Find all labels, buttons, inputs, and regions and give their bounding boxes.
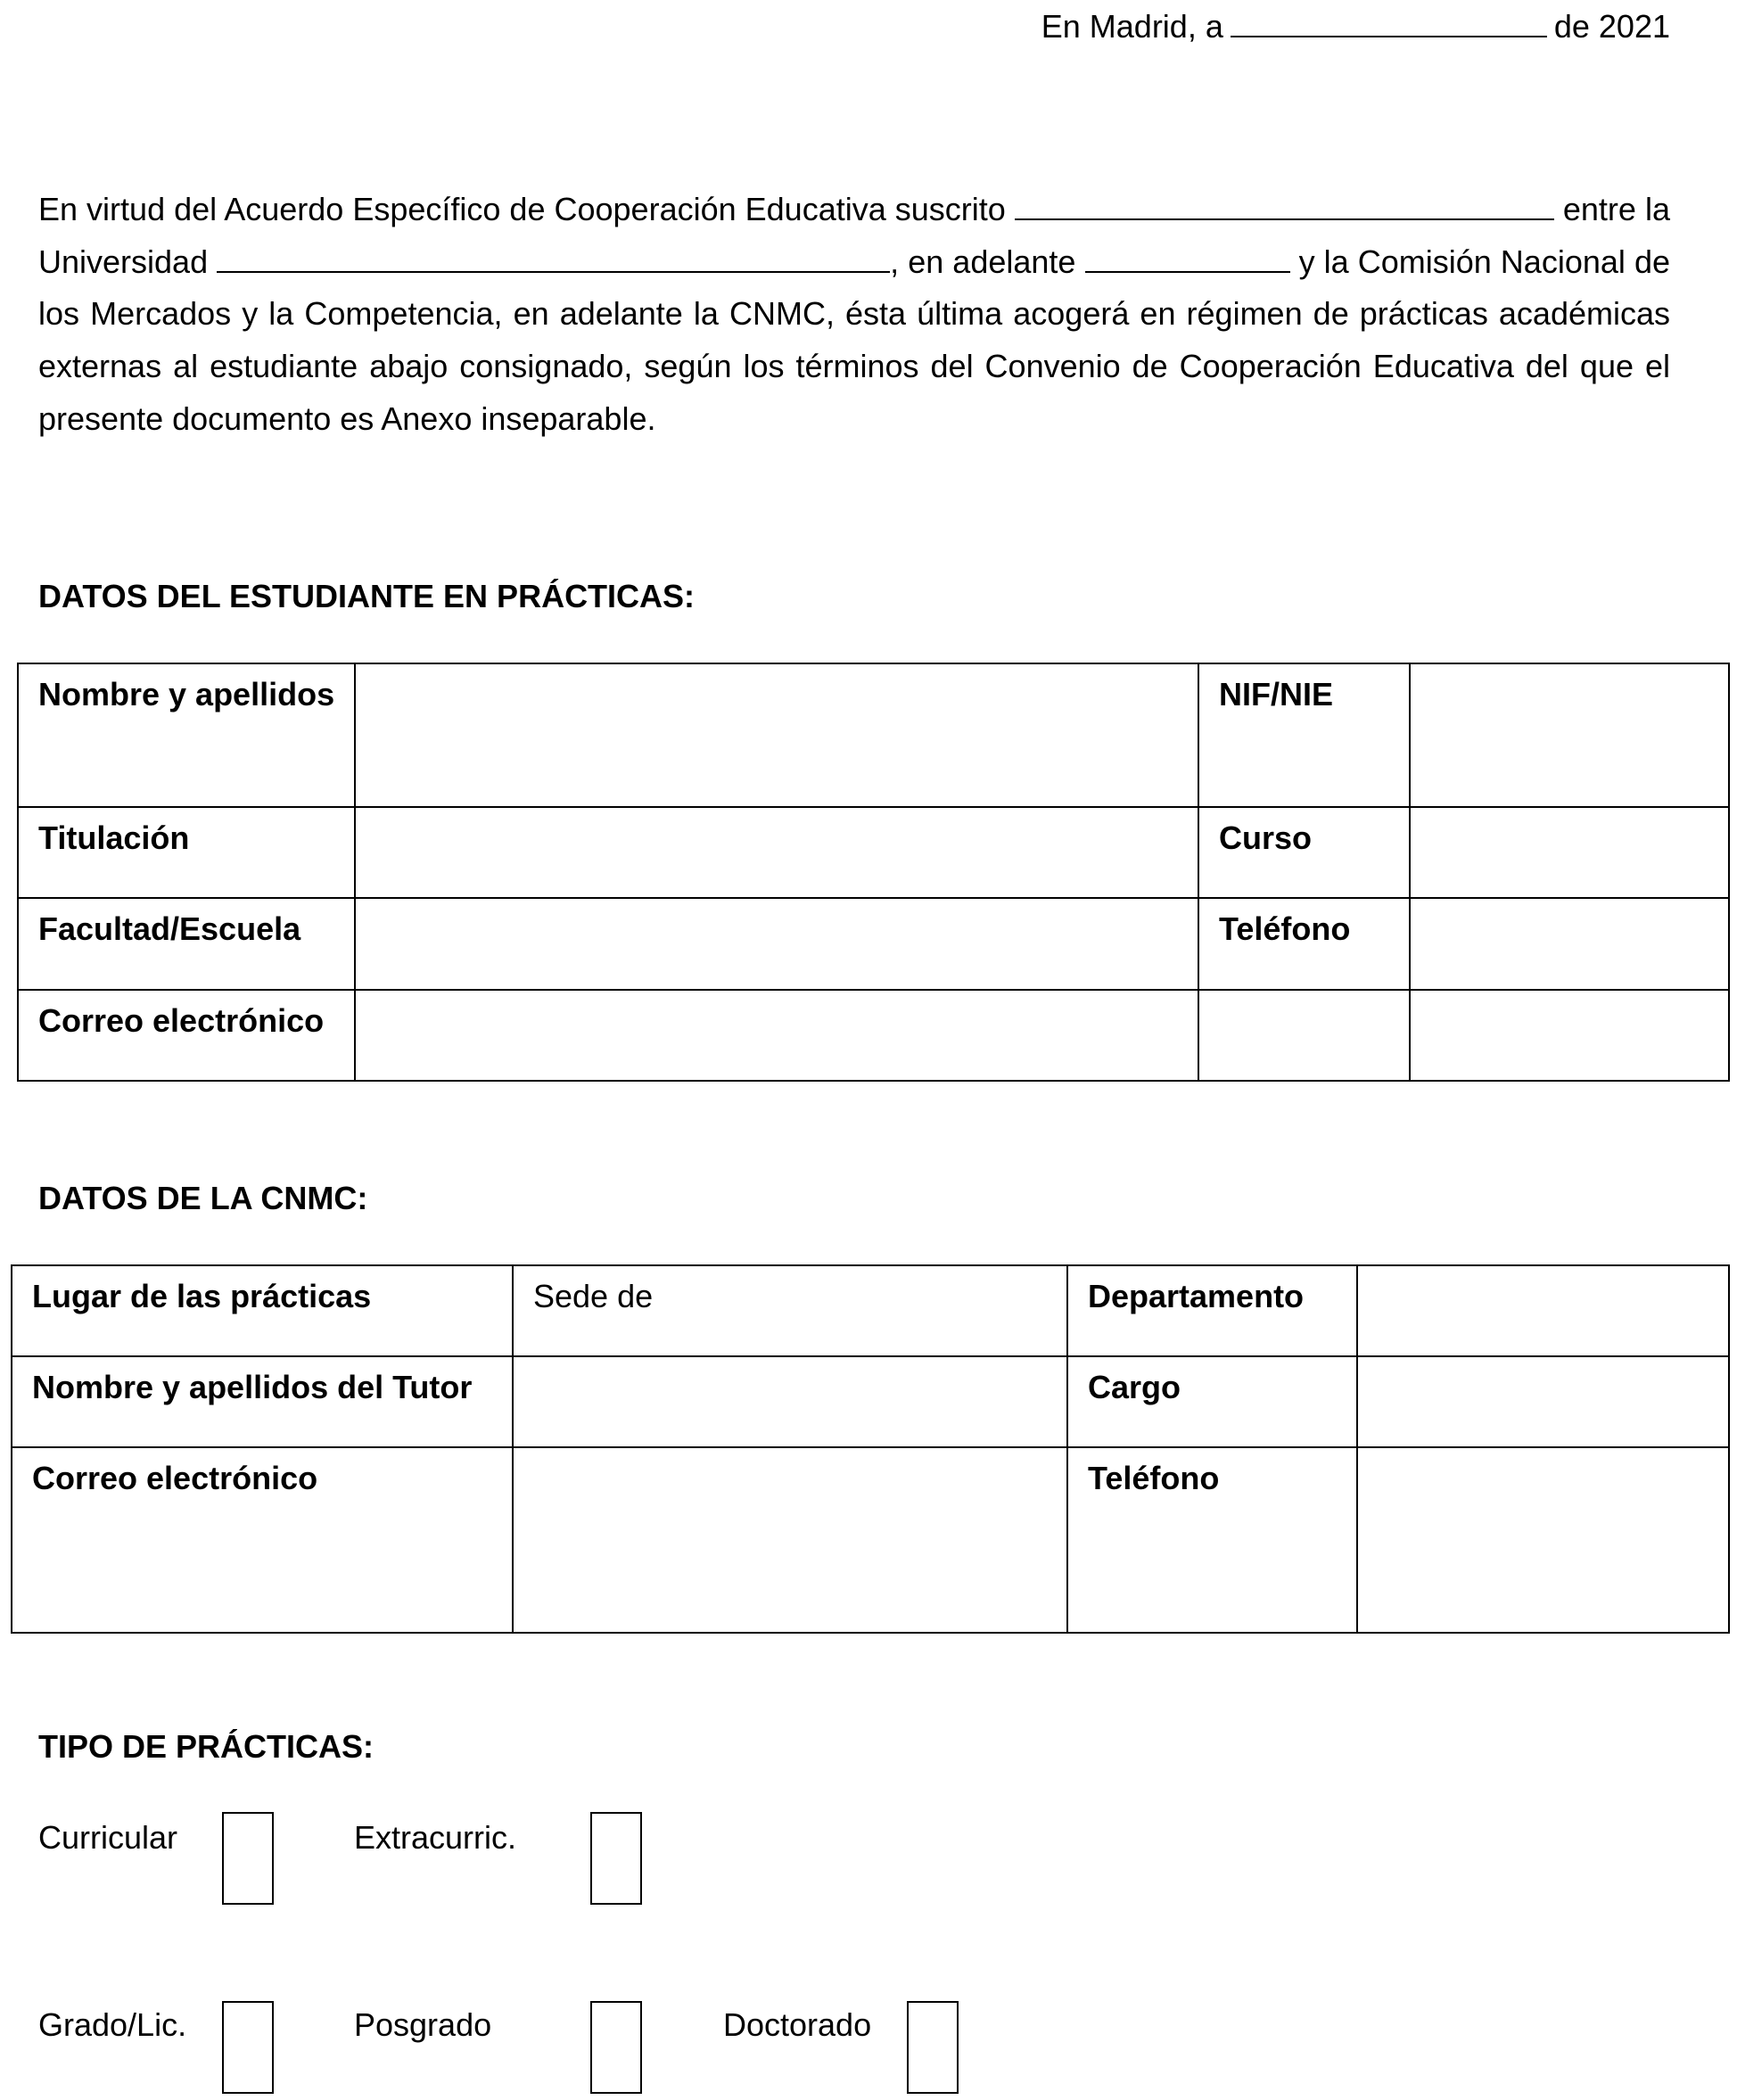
cnmc-tutor-label: Nombre y apellidos del Tutor	[12, 1356, 513, 1447]
intro-part-4: y la Comisión Nacional de los Mercados y la Competencia, en adelante la CNMC, ésta última acogerá en régimen de prácticas académicas externas al estudiante abajo consignado, según los términos del Convenio de Cooperación Educativa del que el presente documento es Anexo inseparable.	[38, 243, 1670, 437]
doctorado-label: Doctorado	[723, 2006, 872, 2043]
cnmc-phone-label: Teléfono	[1067, 1447, 1357, 1633]
cnmc-section-heading: DATOS DE LA CNMC:	[38, 1180, 368, 1216]
student-table	[17, 663, 1730, 1082]
cnmc-email-label: Correo electrónico	[12, 1447, 513, 1633]
intro-part-3: , en adelante	[890, 243, 1076, 280]
student-degree-field[interactable]	[355, 807, 1198, 898]
agreement-date-blank[interactable]	[1015, 192, 1554, 220]
university-abbr-blank[interactable]	[1085, 244, 1290, 273]
extracurricular-checkbox[interactable]	[590, 1812, 642, 1905]
grado-label: Grado/Lic.	[38, 2006, 187, 2043]
student-phone-field[interactable]	[1410, 898, 1729, 990]
curricular-checkbox[interactable]	[222, 1812, 274, 1905]
student-email-field[interactable]	[355, 990, 1198, 1081]
intro-part-2: entre la Universidad	[38, 191, 1670, 280]
table-row	[18, 990, 1729, 1081]
cnmc-department-label: Departamento	[1067, 1265, 1357, 1356]
cnmc-department-field[interactable]	[1357, 1265, 1729, 1356]
student-phone-label: Teléfono	[1198, 898, 1410, 990]
intro-paragraph	[38, 184, 1670, 446]
curricular-label: Curricular	[38, 1819, 178, 1856]
date-suffix: de 2021	[1553, 8, 1670, 45]
student-faculty-label: Facultad/Escuela	[18, 898, 355, 990]
table-row	[12, 1447, 1729, 1633]
student-empty-label	[1198, 990, 1410, 1081]
student-course-label: Curso	[1198, 807, 1410, 898]
doctorado-checkbox[interactable]	[907, 2001, 959, 2094]
table-row	[12, 1265, 1729, 1356]
cnmc-location-field[interactable]: Sede de	[513, 1265, 1067, 1356]
grado-checkbox[interactable]	[222, 2001, 274, 2094]
posgrado-checkbox[interactable]	[590, 2001, 642, 2094]
student-nif-field[interactable]	[1410, 663, 1729, 807]
extracurricular-label: Extracurric.	[354, 1819, 517, 1856]
student-nif-label: NIF/NIE	[1198, 663, 1410, 807]
date-blank-field[interactable]	[1231, 4, 1547, 37]
intro-part-1: En virtud del Acuerdo Específico de Cooperación Educativa suscrito	[38, 191, 1006, 227]
student-section-heading: DATOS DEL ESTUDIANTE EN PRÁCTICAS:	[38, 578, 696, 614]
cnmc-table	[11, 1264, 1730, 1634]
student-course-field[interactable]	[1410, 807, 1729, 898]
student-degree-label: Titulación	[18, 807, 355, 898]
cnmc-tutor-field[interactable]	[513, 1356, 1067, 1447]
student-name-label: Nombre y apellidos	[18, 663, 355, 807]
student-name-field[interactable]	[355, 663, 1198, 807]
tipo-section-heading: TIPO DE PRÁCTICAS:	[38, 1728, 375, 1765]
posgrado-label: Posgrado	[354, 2006, 492, 2043]
student-email-label: Correo electrónico	[18, 990, 355, 1081]
cnmc-email-field[interactable]	[513, 1447, 1067, 1633]
date-line	[1041, 4, 1670, 49]
table-row	[18, 663, 1729, 807]
table-row	[12, 1356, 1729, 1447]
cnmc-phone-field[interactable]	[1357, 1447, 1729, 1633]
table-row	[18, 898, 1729, 990]
student-empty-field[interactable]	[1410, 990, 1729, 1081]
cnmc-position-field[interactable]	[1357, 1356, 1729, 1447]
cnmc-location-label: Lugar de las prácticas	[12, 1265, 513, 1356]
date-prefix: En Madrid, a	[1041, 8, 1223, 45]
student-faculty-field[interactable]	[355, 898, 1198, 990]
university-blank[interactable]	[217, 244, 890, 273]
table-row	[18, 807, 1729, 898]
cnmc-position-label: Cargo	[1067, 1356, 1357, 1447]
